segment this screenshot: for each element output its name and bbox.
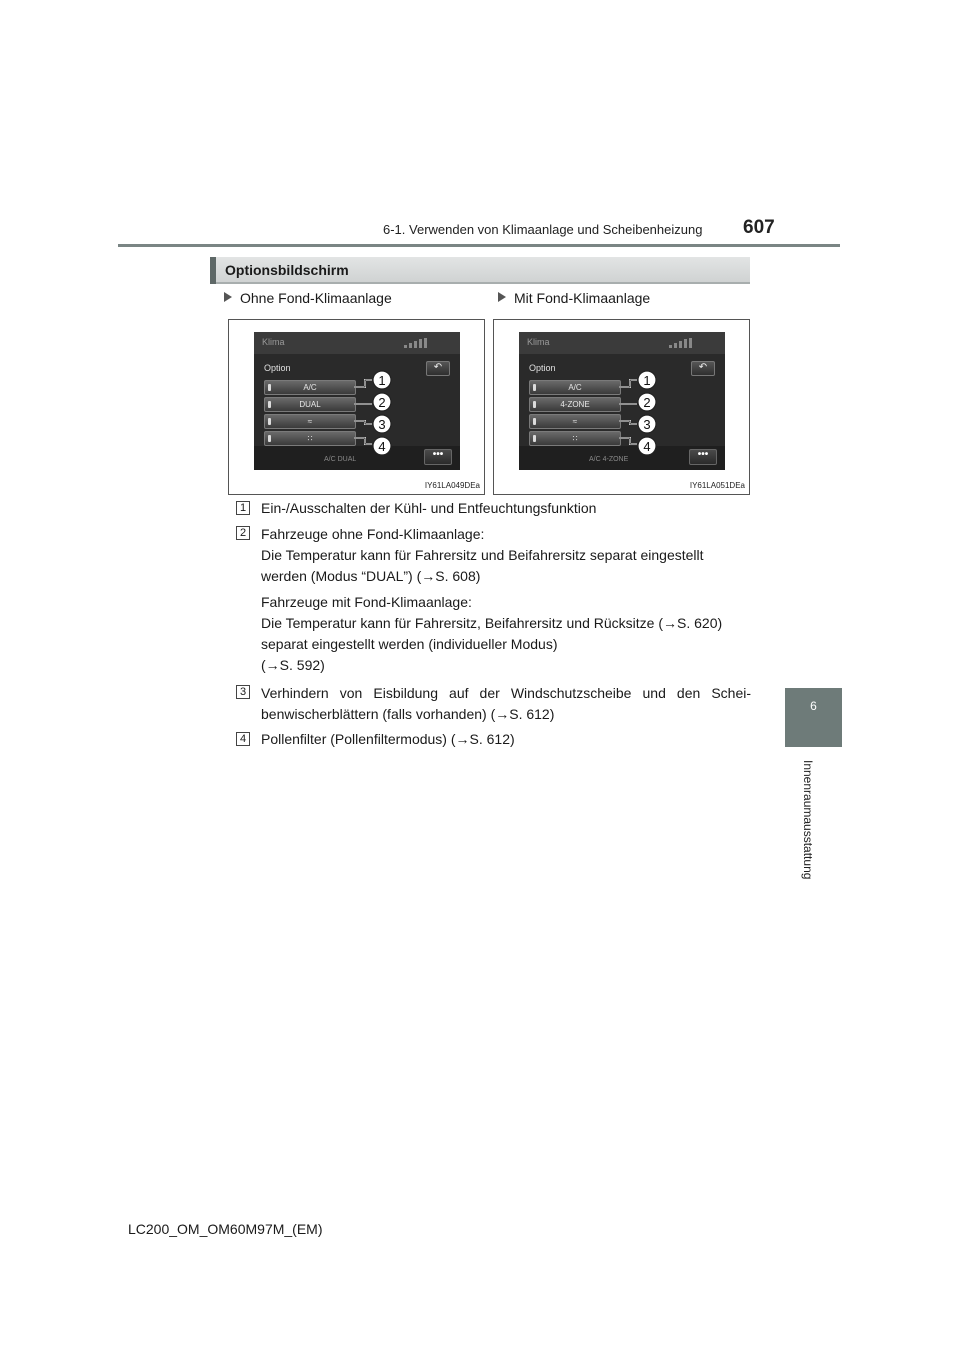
callout-2: [638, 393, 656, 411]
figure-caption-right: Mit Fond-Klimaanlage: [498, 290, 650, 306]
back-arrow-icon[interactable]: ↶: [691, 361, 715, 376]
callout-lines: [494, 320, 751, 496]
item-2-line: separat eingestellt werden (individueller Modus): [261, 636, 558, 652]
chapter-label-container: [773, 760, 833, 900]
figure-with-rear-ac: [493, 319, 750, 495]
header-rule: [118, 244, 840, 247]
item-3-text: [261, 683, 751, 725]
footer-code: LC200_OM_OM60M97M_(EM): [128, 1221, 323, 1237]
item-marker-2: 2: [236, 526, 250, 540]
item-2-line: (→S. 592): [261, 657, 325, 673]
callout-1: [373, 371, 391, 389]
chapter-label: Innenraumausstattung: [801, 760, 815, 880]
svg-text:3: 3: [378, 417, 386, 432]
four-zone-button[interactable]: 4-ZONE: [529, 397, 621, 412]
defrost-icon: ≈: [572, 417, 578, 426]
more-button[interactable]: •••: [689, 449, 717, 465]
item-marker-4: 4: [236, 732, 250, 746]
screen-status: A/C 4-ZONE: [589, 456, 629, 463]
screen-option-label: Option: [264, 363, 291, 373]
svg-text:2: 2: [378, 395, 386, 410]
figure-code: IY61LA051DEa: [689, 481, 745, 490]
running-header: 6-1. Verwenden von Klimaanlage und Scheibenheizung: [383, 222, 703, 237]
callout-lines: [229, 320, 486, 496]
item-2-line: Fahrzeuge mit Fond-Klimaanlage:: [261, 594, 472, 610]
ac-button[interactable]: A/C: [529, 380, 621, 395]
svg-text:4: 4: [378, 439, 386, 454]
item-2-line: werden (Modus “DUAL”) (→S. 608): [261, 568, 481, 584]
screen-title: Klima: [262, 337, 285, 347]
svg-text:4: 4: [643, 439, 651, 454]
pollen-filter-icon: ∷: [307, 434, 313, 443]
item-2-line: Fahrzeuge ohne Fond-Klimaanlage:: [261, 526, 485, 542]
more-button[interactable]: •••: [424, 449, 452, 465]
callout-1: [638, 371, 656, 389]
screen-title: Klima: [527, 337, 550, 347]
svg-text:1: 1: [643, 373, 651, 388]
callout-3: [638, 415, 656, 433]
item-2-block-a: [261, 524, 751, 587]
item-marker-1: 1: [236, 501, 250, 515]
chapter-tab: [785, 688, 842, 747]
figure-caption-left: Ohne Fond-Klimaanlage: [224, 290, 392, 306]
chapter-number: 6: [810, 699, 817, 713]
section-bar-accent: [210, 257, 216, 284]
svg-text:3: 3: [643, 417, 651, 432]
item-2-block-b: [261, 592, 751, 676]
page-number: 607: [743, 217, 775, 238]
callout-4: [638, 437, 656, 455]
item-2-line: Die Temperatur kann für Fahrersitz und Beifahrersitz separat eingestellt: [261, 547, 704, 563]
defrost-icon: ≈: [307, 417, 313, 426]
callout-4: [373, 437, 391, 455]
item-2-line: Die Temperatur kann für Fahrersitz, Beifahrersitz und Rücksitze (→S. 620): [261, 615, 723, 631]
svg-text:1: 1: [378, 373, 386, 388]
back-arrow-icon[interactable]: ↶: [426, 361, 450, 376]
callout-3: [373, 415, 391, 433]
screen-option-label: Option: [529, 363, 556, 373]
section-title: Optionsbildschirm: [225, 262, 349, 278]
callout-2: [373, 393, 391, 411]
item-3-line: benwischerblättern (falls vorhanden) (→S. 612): [261, 706, 555, 722]
pollen-filter-icon: ∷: [572, 434, 578, 443]
item-3-line: Verhindern von Eisbildung auf der Windschutzscheibe und den Schei-: [261, 685, 751, 701]
item-1-text: Ein-/Ausschalten der Kühl- und Entfeuchtungsfunktion: [261, 500, 597, 516]
screen-status: A/C DUAL: [324, 456, 357, 463]
item-4-text: Pollenfilter (Pollenfiltermodus) (→S. 612): [261, 731, 515, 747]
ac-button[interactable]: A/C: [264, 380, 356, 395]
svg-text:2: 2: [643, 395, 651, 410]
item-marker-3: 3: [236, 685, 250, 699]
figure-code: IY61LA049DEa: [424, 481, 480, 490]
dual-button[interactable]: DUAL: [264, 397, 356, 412]
triangle-bullet-icon: [224, 292, 232, 302]
triangle-bullet-icon: [498, 292, 506, 302]
figure-without-rear-ac: [228, 319, 485, 495]
